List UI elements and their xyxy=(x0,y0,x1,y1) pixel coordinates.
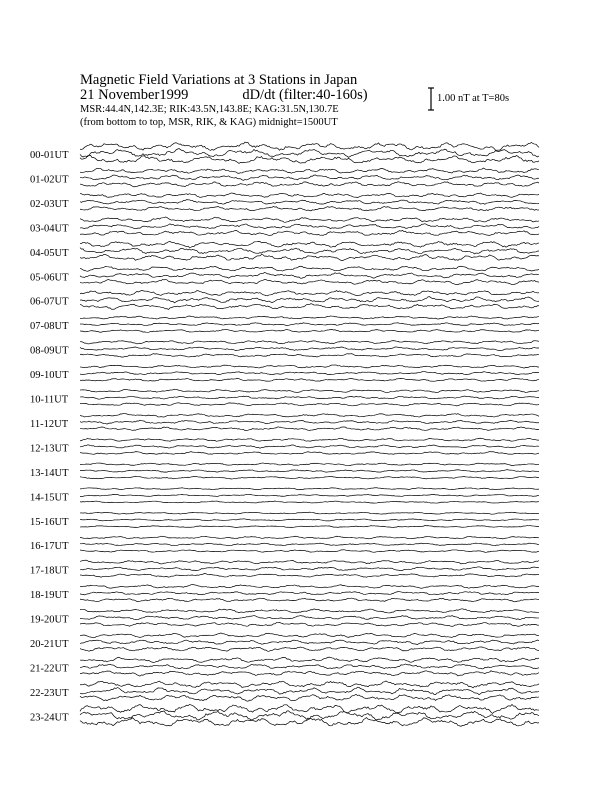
trace-kag xyxy=(80,266,539,271)
trace-rik xyxy=(80,149,539,158)
hour-label: 13-14UT xyxy=(30,467,69,479)
trace-msr xyxy=(80,329,539,332)
trace-kag xyxy=(80,488,539,490)
station-coordinates: MSR:44.4N,142.3E; RIK:43.5N,143.8E; KAG:31.5N,130.7E xyxy=(80,104,339,115)
hour-label: 06-07UT xyxy=(30,296,69,308)
trace-msr xyxy=(80,526,539,528)
station-order-note: (from bottom to top, MSR, RIK, & KAG) midnight=1500UT xyxy=(80,117,338,128)
trace-msr xyxy=(80,182,539,187)
trace-msr xyxy=(80,304,539,310)
trace-kag xyxy=(80,585,539,589)
hour-label: 20-21UT xyxy=(30,639,69,650)
trace-rik xyxy=(80,687,539,694)
chart-date: 21 November1999 xyxy=(80,87,189,103)
hour-label: 09-10UT xyxy=(30,370,69,382)
trace-kag xyxy=(80,536,539,539)
trace-msr xyxy=(80,694,539,701)
trace-rik xyxy=(80,175,539,180)
trace-kag xyxy=(80,438,539,441)
trace-msr xyxy=(80,403,539,406)
hour-label: 12-13UT xyxy=(30,443,69,455)
trace-msr xyxy=(80,254,539,260)
hour-label: 03-04UT xyxy=(30,223,69,235)
trace-msr xyxy=(80,501,539,503)
trace-kag xyxy=(80,290,539,295)
hour-label: 15-16UT xyxy=(30,516,69,528)
trace-rik xyxy=(80,323,539,326)
trace-kag xyxy=(80,463,539,466)
trace-kag xyxy=(80,316,539,319)
trace-rik xyxy=(80,470,539,472)
hour-label: 21-22UT xyxy=(30,663,69,675)
trace-kag xyxy=(80,193,539,198)
trace-kag xyxy=(80,657,539,662)
trace-rik xyxy=(80,640,539,644)
chart-title: Magnetic Field Variations at 3 Stations in Japan xyxy=(80,72,358,88)
trace-rik xyxy=(80,200,539,205)
trace-rik xyxy=(80,664,539,669)
trace-msr xyxy=(80,452,539,455)
hour-label: 16-17UT xyxy=(30,541,69,553)
trace-rik xyxy=(80,248,539,254)
trace-rik xyxy=(80,543,539,545)
trace-kag xyxy=(80,168,539,173)
trace-kag xyxy=(80,142,539,150)
hour-label: 22-23UT xyxy=(30,687,69,699)
hour-label: 02-03UT xyxy=(30,198,69,210)
hour-label: 05-06UT xyxy=(30,272,69,284)
hour-label: 19-20UT xyxy=(30,614,69,626)
trace-kag xyxy=(80,389,539,392)
trace-rik xyxy=(80,519,539,521)
trace-rik xyxy=(80,615,539,619)
trace-kag xyxy=(80,560,539,564)
trace-kag xyxy=(80,413,539,417)
trace-rik xyxy=(80,396,539,399)
trace-rik xyxy=(80,347,539,351)
trace-msr xyxy=(80,279,539,284)
trace-msr xyxy=(80,354,539,358)
trace-kag xyxy=(80,609,539,613)
trace-rik xyxy=(80,372,539,375)
trace-rik xyxy=(80,273,539,279)
chart-quantity: dD/dt (filter:40-160s) xyxy=(242,87,368,103)
trace-msr xyxy=(80,230,539,235)
trace-rik xyxy=(80,420,539,424)
trace-rik xyxy=(80,711,539,720)
trace-rik xyxy=(80,224,539,229)
trace-msr xyxy=(80,378,539,381)
hour-label: 07-08UT xyxy=(30,321,69,333)
trace-msr xyxy=(80,598,539,602)
hour-label: 23-24UT xyxy=(30,712,69,724)
trace-rows xyxy=(30,142,539,726)
hour-label: 11-12UT xyxy=(30,418,69,430)
trace-kag xyxy=(80,341,539,344)
hour-label: 18-19UT xyxy=(30,590,69,602)
scale-bar xyxy=(428,88,434,110)
trace-msr xyxy=(80,550,539,553)
trace-kag xyxy=(80,365,539,368)
hour-label: 01-02UT xyxy=(30,174,69,186)
trace-msr xyxy=(80,647,539,651)
trace-rik xyxy=(80,297,539,303)
trace-msr xyxy=(80,155,539,163)
trace-kag xyxy=(80,241,539,247)
trace-rik xyxy=(80,494,539,496)
trace-msr xyxy=(80,671,539,676)
trace-kag xyxy=(80,704,539,713)
trace-msr xyxy=(80,427,539,431)
trace-msr xyxy=(80,206,539,210)
trace-msr xyxy=(80,476,539,479)
trace-msr xyxy=(80,718,539,727)
trace-kag xyxy=(80,217,539,222)
scale-bar-label: 1.00 nT at T=80s xyxy=(437,93,510,104)
hour-label: 04-05UT xyxy=(30,247,69,259)
trace-rik xyxy=(80,567,539,571)
trace-msr xyxy=(80,574,539,578)
hour-label: 00-01UT xyxy=(30,150,69,161)
hour-label: 17-18UT xyxy=(30,565,69,577)
trace-kag xyxy=(80,512,539,514)
trace-kag xyxy=(80,681,539,688)
trace-rik xyxy=(80,445,539,448)
hour-label: 10-11UT xyxy=(30,394,69,406)
trace-msr xyxy=(80,622,539,626)
hour-label: 14-15UT xyxy=(30,492,69,504)
trace-rik xyxy=(80,592,539,595)
hour-label: 08-09UT xyxy=(30,345,69,357)
trace-kag xyxy=(80,633,539,638)
